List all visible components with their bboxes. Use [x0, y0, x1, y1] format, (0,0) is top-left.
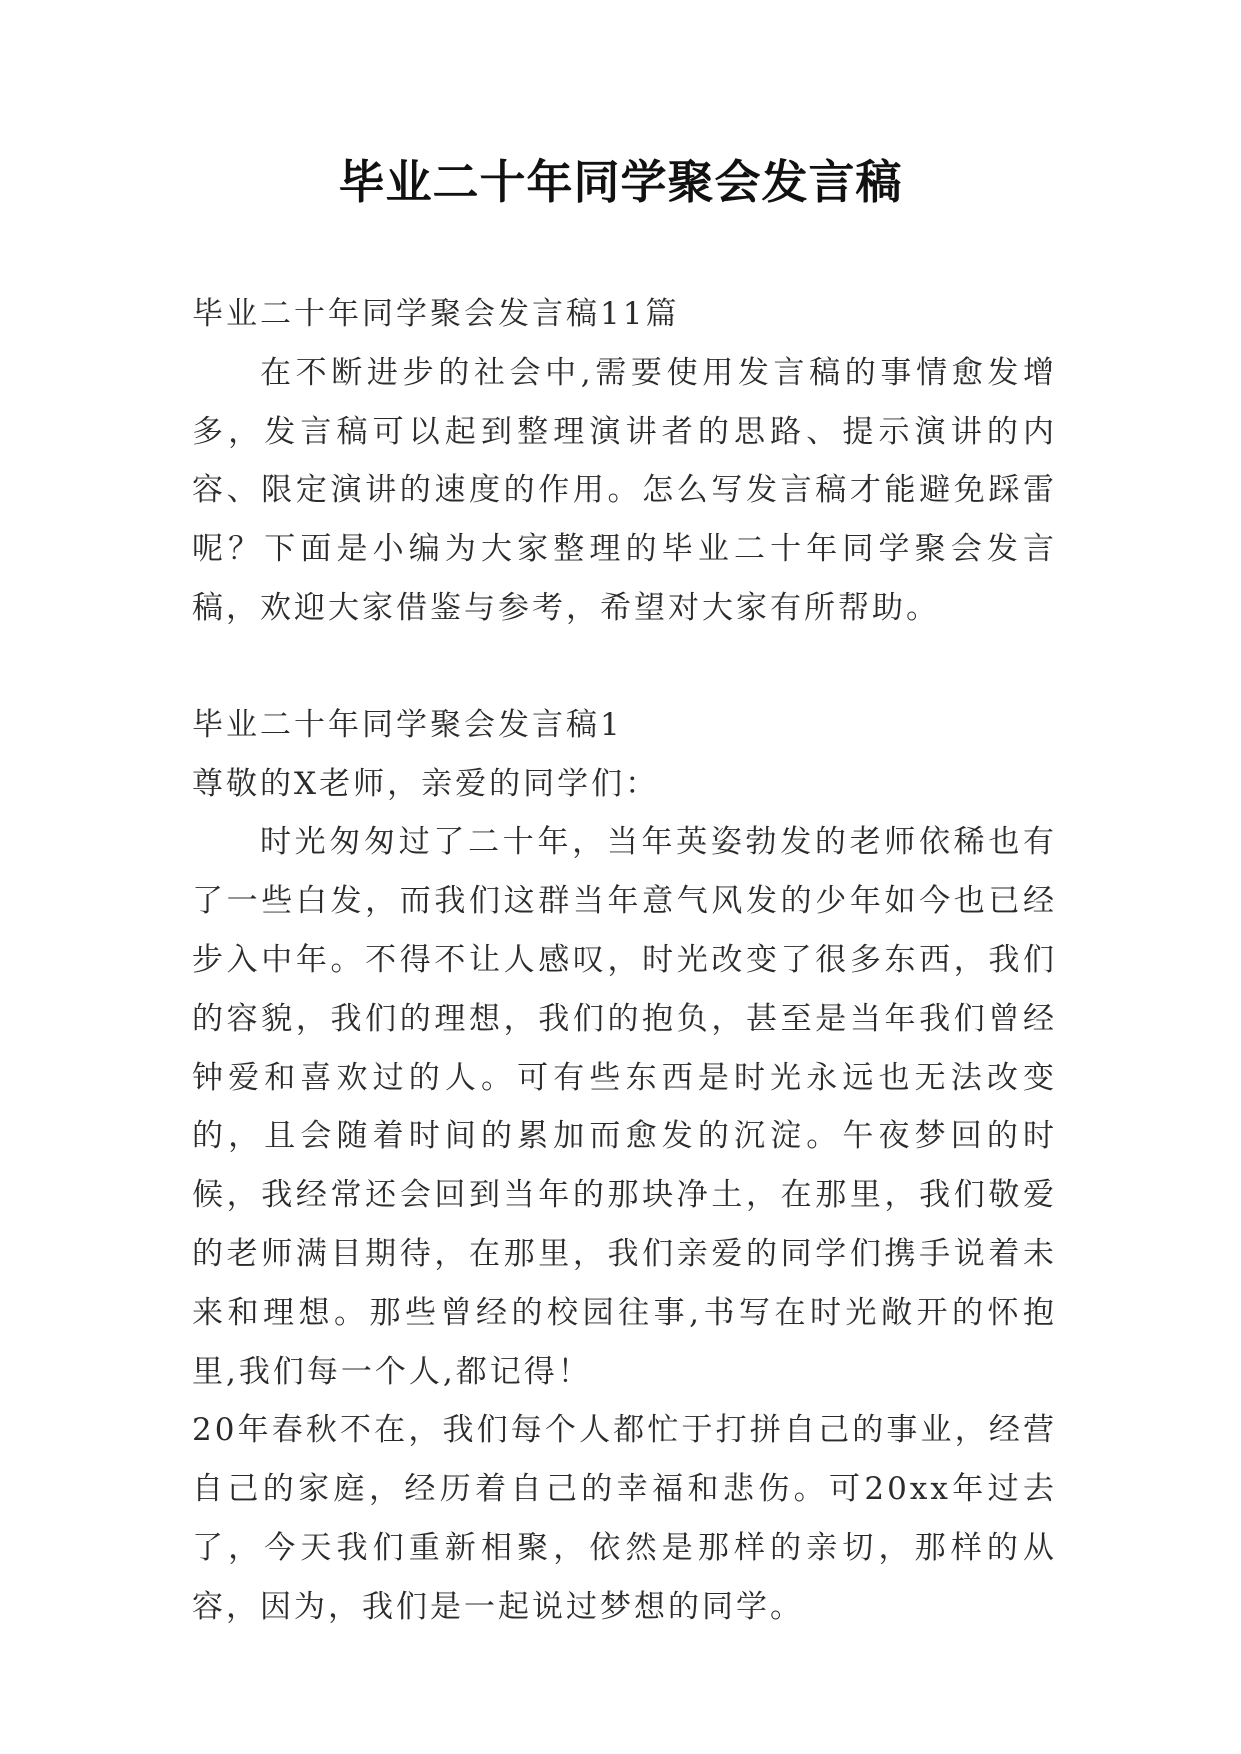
- document-subtitle: 毕业二十年同学聚会发言稿11篇: [192, 296, 680, 332]
- paragraph-gap: [192, 638, 1057, 696]
- body-paragraph-2: 20年春秋不在，我们每个人都忙于打拼自己的事业，经营自己的家庭，经历着自己的幸福和悲伤。可20xx年过去了，今天我们重新相聚，依然是那样的亲切，那样的从容，因为，我们是一起说过梦想的同学。: [192, 1412, 1057, 1625]
- salutation: 尊敬的X老师，亲爱的同学们：: [192, 765, 660, 802]
- section-heading: 毕业二十年同学聚会发言稿1: [192, 706, 623, 743]
- body-paragraph-1: 时光匆匆过了二十年，当年英姿勃发的老师依稀也有了一些白发，而我们这群当年意气风发的少年如今也已经步入中年。不得不让人感叹，时光改变了很多东西，我们的容貌，我们的理想，我们的抱负，甚至是当年我们曾经钟爱和喜欢过的人。可有些东西是时光永远也无法改变的，且会随着时间的累加而愈发的沉淀。午夜梦回的时候，我经常还会回到当年的那块净土，在那里，我们敬爱的老师满目期待，在那里，我们亲爱的同学们携手说着未来和理想。那些曾经的校园往事,书写在时光敞开的怀抱里,我们每一个人,都记得！: [192, 824, 1057, 1390]
- document-body: [192, 285, 1057, 1637]
- page-title: 毕业二十年同学聚会发言稿: [338, 155, 903, 209]
- intro-paragraph: 在不断进步的社会中,需要使用发言稿的事情愈发增多，发言稿可以起到整理演讲者的思路、提示演讲的内容、限定演讲的速度的作用。怎么写发言稿才能避免踩雷呢？下面是小编为大家整理的毕业二十年同学聚会发言稿，欢迎大家借鉴与参考，希望对大家有所帮助。: [192, 354, 1057, 626]
